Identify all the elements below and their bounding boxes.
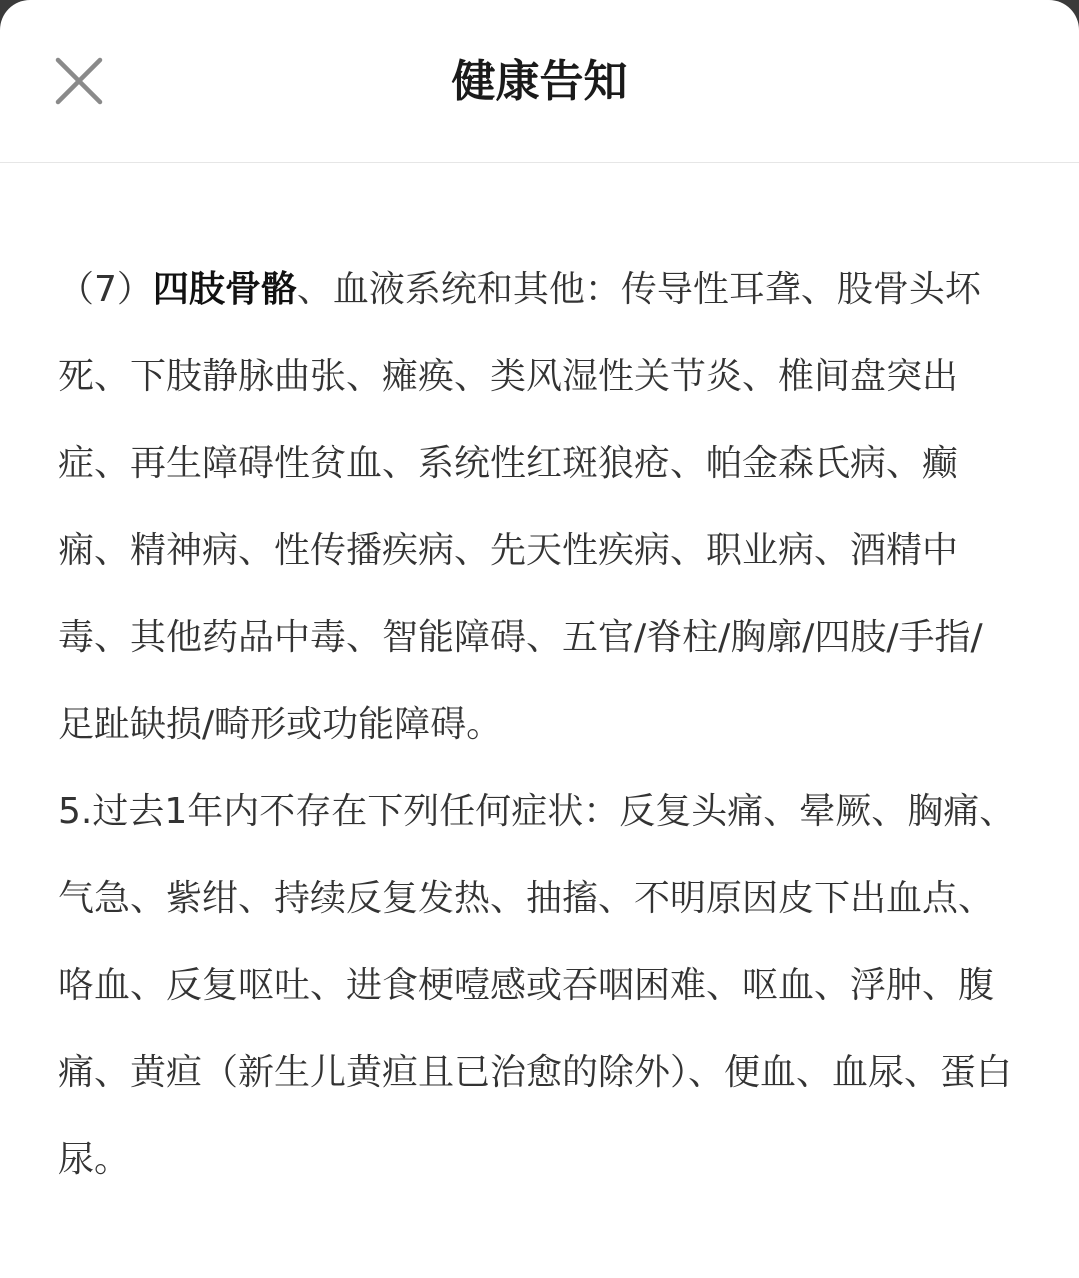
notice-content bbox=[58, 246, 1018, 1203]
sheet-header bbox=[0, 0, 1079, 163]
page-title: 健康告知 bbox=[451, 56, 628, 107]
item-7-prefix: （7） bbox=[58, 269, 153, 310]
notice-item-7 bbox=[58, 246, 1018, 768]
item-7-text: 、血液系统和其他：传导性耳聋、股骨头坏死、下肢静脉曲张、瘫痪、类风湿性关节炎、椎间盘突出症、再生障碍性贫血、系统性红斑狼疮、帕金森氏病、癫痫、精神病、性传播疾病、先天性疾病、职业病、酒精中毒、其他药品中毒、智能障碍、五官/脊柱/胸廓/四肢/手指/足趾缺损/畸形或功能障碍。 bbox=[58, 269, 983, 745]
item-5-text: 5.过去1年内不存在下列任何症状：反复头痛、晕厥、胸痛、气急、紫绀、持续反复发热、抽搐、不明原因皮下出血点、咯血、反复呕吐、进食梗噎感或吞咽困难、呕血、浮肿、腹痛、黄疸（新生儿黄疸且已治愈的除外）、便血、血尿、蛋白尿。 bbox=[58, 791, 1016, 1180]
notice-item-5 bbox=[58, 768, 1018, 1203]
item-7-heading: 四肢骨骼 bbox=[152, 269, 297, 310]
